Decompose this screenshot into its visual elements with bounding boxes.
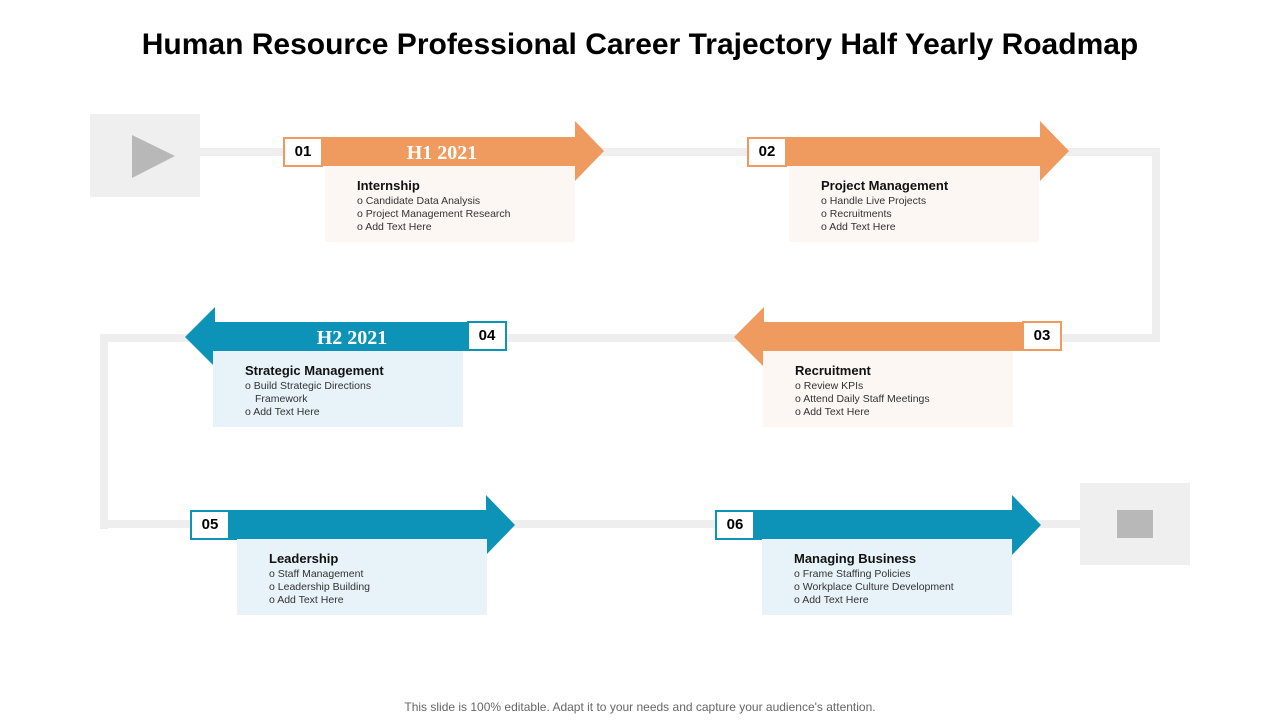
step-card-06 — [762, 539, 1012, 615]
step-items — [245, 380, 385, 419]
step-number-06: 06 — [715, 510, 755, 540]
list-item: o Build Strategic Directions Framework — [245, 380, 385, 406]
step-items — [795, 380, 1003, 419]
step-card-03 — [763, 351, 1013, 427]
step-heading: Project Management — [821, 178, 949, 193]
step-items — [794, 568, 1002, 607]
list-item: o Add Text Here — [795, 406, 1003, 419]
footer-note: This slide is 100% editable. Adapt it to your needs and capture your audience's attention. — [404, 700, 876, 714]
step-items — [821, 195, 1029, 234]
page-title: Human Resource Professional Career Trajectory Half Yearly Roadmap — [141, 28, 1139, 61]
list-item: o Recruitments — [821, 208, 1029, 221]
list-item: o Add Text Here — [245, 406, 385, 419]
list-item: o Staff Management — [269, 568, 477, 581]
list-item: o Leadership Building — [269, 581, 477, 594]
step-card-05 — [237, 539, 487, 615]
list-item: o Attend Daily Staff Meetings — [795, 393, 1003, 406]
step-heading: Strategic Management — [245, 363, 384, 378]
list-item: o Project Management Research — [357, 208, 565, 221]
step-heading: Recruitment — [795, 363, 871, 378]
step-items — [269, 568, 477, 607]
list-item: o Add Text Here — [269, 594, 477, 607]
step-items — [357, 195, 565, 234]
list-item: o Add Text Here — [794, 594, 1002, 607]
step-card-01 — [325, 166, 575, 242]
step-heading: Leadership — [269, 551, 339, 566]
start-marker — [90, 114, 200, 197]
step-number-05: 05 — [190, 510, 230, 540]
step-number-01: 01 — [283, 137, 323, 167]
list-item: o Add Text Here — [821, 221, 1029, 234]
list-item: o Frame Staffing Policies — [794, 568, 1002, 581]
step-number-04: 04 — [467, 321, 507, 351]
list-item: o Workplace Culture Development — [794, 581, 1002, 594]
end-marker — [1080, 483, 1190, 565]
list-item: o Add Text Here — [357, 221, 565, 234]
step-number-03: 03 — [1022, 321, 1062, 351]
stop-icon — [1117, 510, 1153, 538]
step-card-02 — [789, 166, 1039, 242]
list-item: o Handle Live Projects — [821, 195, 1029, 208]
list-item: o Candidate Data Analysis — [357, 195, 565, 208]
step-heading: Managing Business — [794, 551, 917, 566]
list-item: o Review KPIs — [795, 380, 1003, 393]
step-card-04 — [213, 351, 463, 427]
h2-period-label: H2 2021 — [316, 327, 388, 349]
step-number-02: 02 — [747, 137, 787, 167]
h1-period-label: H1 2021 — [406, 142, 478, 164]
step-heading: Internship — [357, 178, 420, 193]
